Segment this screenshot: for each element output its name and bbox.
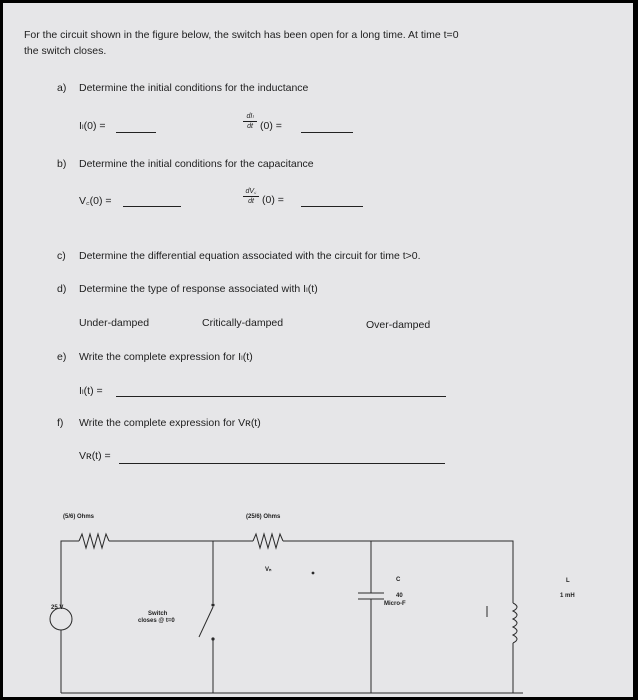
part-a-deriv-denominator: dt <box>247 123 253 130</box>
switch-label-line1: Switch <box>148 611 168 617</box>
circuit-diagram <box>3 3 633 697</box>
inductor-l-icon <box>513 603 517 643</box>
part-d-label: d) <box>57 283 67 295</box>
inductor-value: 1 mH <box>560 593 575 599</box>
part-e-text: Write the complete expression for Iₗ(t) <box>79 351 253 363</box>
resistor-r1-icon <box>79 534 109 548</box>
part-c-text: Determine the differential equation associated with the circuit for time t>0. <box>79 250 421 262</box>
r2-label: (25/6) Ohms <box>246 514 281 520</box>
wire-left-vertical <box>61 541 79 611</box>
capacitor-value-line1: 40 <box>396 593 403 599</box>
capacitor-label: C <box>396 577 401 583</box>
r1-label: (5/6) Ohms <box>63 514 95 520</box>
inductor-label: L <box>566 578 570 584</box>
part-b-vc0-label: V꜀(0) = <box>79 195 112 207</box>
option-over-damped[interactable]: Over-damped <box>366 319 431 331</box>
source-label: 25 V <box>51 605 64 611</box>
switch-pivot-icon <box>211 603 214 606</box>
part-f-answer-label: Vʀ(t) = <box>79 450 111 462</box>
wire-right-branch <box>371 541 513 603</box>
part-a-deriv-rest: (0) = <box>260 120 282 132</box>
part-a-il0-label: Iₗ(0) = <box>79 120 106 132</box>
intro-line-2: the switch closes. <box>24 45 107 57</box>
switch-contact-icon <box>211 637 214 640</box>
part-b-deriv-numerator: dV꜀ <box>245 188 257 195</box>
part-a-deriv-numerator: dIₗ <box>246 113 254 120</box>
part-e-label: e) <box>57 351 67 363</box>
part-c-label: c) <box>57 250 66 262</box>
switch-label-line2: closes @ t=0 <box>138 618 175 624</box>
part-b-label: b) <box>57 158 67 170</box>
node-dot-icon <box>312 572 315 575</box>
part-b-deriv-rest: (0) = <box>262 194 284 206</box>
part-a-label: a) <box>57 82 67 94</box>
worksheet-page <box>3 3 633 697</box>
part-b-text: Determine the initial conditions for the capacitance <box>79 158 314 170</box>
capacitor-value-line2: Micro-F <box>384 601 406 607</box>
resistor-r2-icon <box>253 534 283 548</box>
part-d-text: Determine the type of response associated with Iₗ(t) <box>79 283 318 295</box>
voltage-source-icon <box>50 608 72 630</box>
part-f-label: f) <box>57 417 64 429</box>
option-under-damped[interactable]: Under-damped <box>79 317 150 329</box>
wire-top-right <box>283 541 371 593</box>
part-a-text: Determine the initial conditions for the inductance <box>79 82 309 94</box>
node-label: Vₙ <box>265 567 272 573</box>
part-b-deriv-denominator: dt <box>248 198 254 205</box>
intro-line-1: For the circuit shown in the figure below, the switch has been open for a long time. At time t=0 <box>24 29 459 41</box>
part-e-answer-label: Iₗ(t) = <box>79 385 103 397</box>
part-f-text: Write the complete expression for Vʀ(t) <box>79 417 261 429</box>
switch-blade-icon <box>199 607 213 637</box>
option-critically-damped[interactable]: Critically-damped <box>202 317 284 329</box>
